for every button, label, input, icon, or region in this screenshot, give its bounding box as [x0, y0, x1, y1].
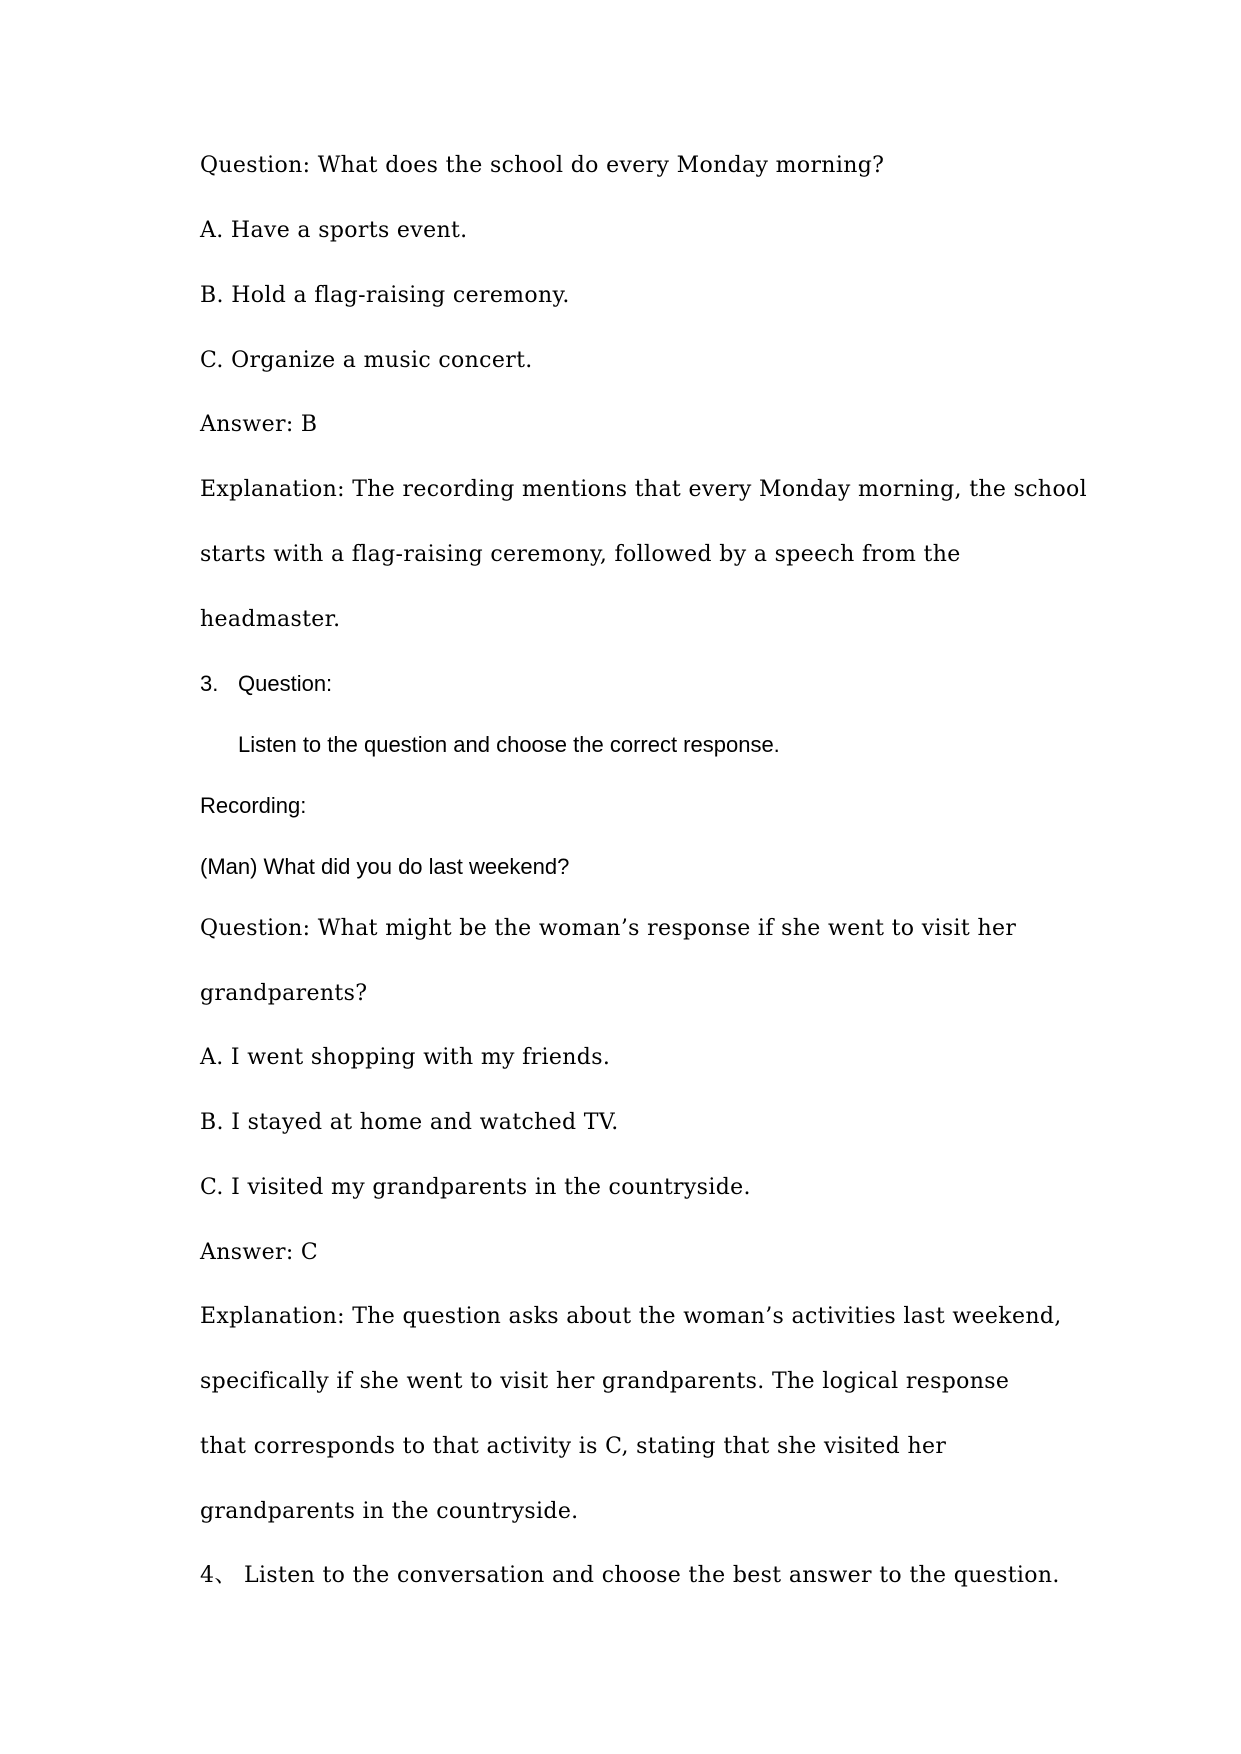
recording-line: (Man) What did you do last weekend?	[200, 854, 570, 879]
answer-text: Answer: B	[200, 412, 318, 437]
explanation-line: starts with a flag-raising ceremony, followed by a speech from the	[200, 542, 961, 567]
option-b: B. Hold a flag-raising ceremony.	[200, 283, 570, 308]
option-a: A. I went shopping with my friends.	[200, 1045, 611, 1070]
recording-label: Recording:	[200, 793, 307, 818]
option-a: A. Have a sports event.	[200, 218, 468, 243]
question-text: grandparents?	[200, 981, 368, 1006]
section-intro: 4、 Listen to the conversation and choose the best answer to the question.	[200, 1563, 1060, 1588]
explanation-line: Explanation: The question asks about the woman’s activities last weekend,	[200, 1304, 1062, 1329]
explanation-line: that corresponds to that activity is C, stating that she visited her	[200, 1434, 947, 1459]
explanation-line: Explanation: The recording mentions that every Monday morning, the school	[200, 477, 1088, 502]
option-c: C. Organize a music concert.	[200, 348, 533, 373]
answer-text: Answer: C	[200, 1240, 319, 1265]
option-b: B. I stayed at home and watched TV.	[200, 1110, 619, 1135]
question-text: Question: What does the school do every Monday morning?	[200, 153, 885, 178]
explanation-line: grandparents in the countryside.	[200, 1499, 579, 1524]
question-heading	[200, 673, 332, 695]
instruction-text: Listen to the question and choose the correct response.	[238, 732, 780, 757]
explanation-line: headmaster.	[200, 607, 341, 632]
question-heading-label: Question:	[238, 671, 333, 696]
explanation-line: specifically if she went to visit her grandparents. The logical response	[200, 1369, 1010, 1394]
question-number: 3.	[200, 671, 219, 696]
question-text: Question: What might be the woman’s response if she went to visit her	[200, 916, 1017, 941]
option-c: C. I visited my grandparents in the countryside.	[200, 1175, 751, 1200]
